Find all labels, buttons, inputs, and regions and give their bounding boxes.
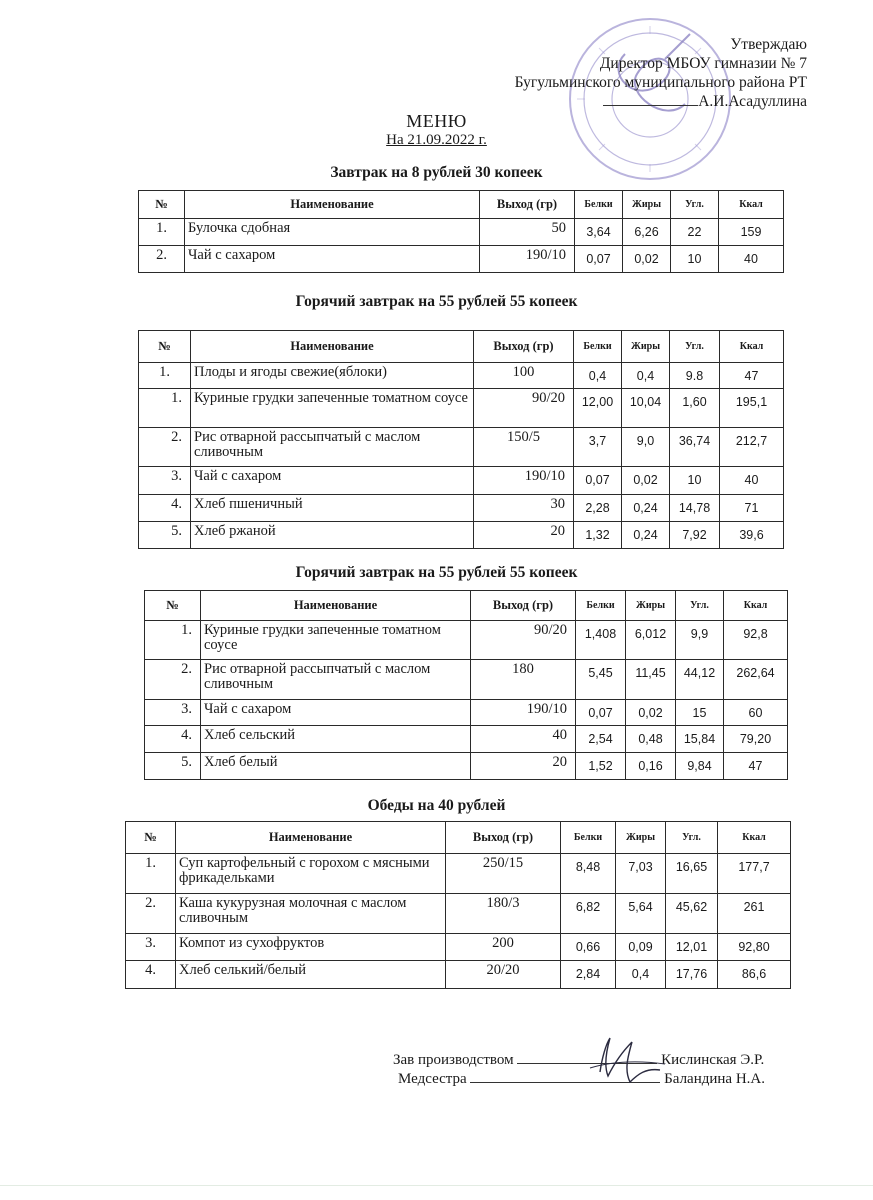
col-num: № [126,822,176,854]
row-kcal: 71 [720,495,784,522]
table-header-row [139,331,784,363]
row-kcal: 261 [718,894,791,934]
row-name: Куриные грудки запеченные томатном соусе [191,389,474,428]
row-protein: 2,28 [574,495,622,522]
table-row [139,389,784,428]
table-row [126,934,791,961]
row-output: 190/10 [480,246,575,273]
approval-line-4 [515,92,807,111]
table-header-row [145,591,788,621]
row-fat: 0,02 [623,246,671,273]
table-row [126,854,791,894]
table-row [126,894,791,934]
row-protein: 0,07 [575,246,623,273]
row-num: 3. [139,467,191,495]
section-title-1: Завтрак на 8 рублей 30 копеек [330,164,543,181]
row-num: 3. [126,934,176,961]
col-carbs: Угл. [671,191,719,219]
row-kcal: 40 [719,246,784,273]
row-output: 100 [474,363,574,389]
row-carbs: 44,12 [676,660,724,700]
col-output: Выход (гр) [480,191,575,219]
row-carbs: 22 [671,219,719,246]
menu-date: На 21.09.2022 г. [386,132,487,148]
row-output: 190/10 [474,467,574,495]
col-kcal: Ккал [718,822,791,854]
row-protein: 0,07 [576,700,626,726]
table-row [145,700,788,726]
col-carbs: Угл. [676,591,724,621]
col-kcal: Ккал [720,331,784,363]
section-title-4: Обеды на 40 рублей [367,797,506,814]
row-kcal: 40 [720,467,784,495]
row-fat: 7,03 [616,854,666,894]
row-name: Компот из сухофруктов [176,934,446,961]
row-fat: 6,012 [626,621,676,660]
row-protein: 3,7 [574,428,622,467]
col-output: Выход (гр) [474,331,574,363]
row-kcal: 47 [724,753,788,780]
row-output: 150/5 [474,428,574,467]
table-row [139,246,784,273]
row-protein: 8,48 [561,854,616,894]
approval-block [515,35,807,111]
row-protein: 1,32 [574,522,622,549]
row-kcal: 39,6 [720,522,784,549]
row-output: 90/20 [474,389,574,428]
row-output: 50 [480,219,575,246]
row-carbs: 9.8 [670,363,720,389]
row-carbs: 16,65 [666,854,718,894]
row-carbs: 7,92 [670,522,720,549]
row-fat: 11,45 [626,660,676,700]
row-protein: 6,82 [561,894,616,934]
row-carbs: 1,60 [670,389,720,428]
row-carbs: 9,9 [676,621,724,660]
row-name: Хлеб пшеничный [191,495,474,522]
row-fat: 0,09 [616,934,666,961]
row-fat: 9,0 [622,428,670,467]
col-protein: Белки [574,331,622,363]
row-num: 1. [126,854,176,894]
row-carbs: 10 [670,467,720,495]
col-carbs: Угл. [666,822,718,854]
table-row [139,467,784,495]
row-name: Каша кукурузная молочная с маслом сливочным [176,894,446,934]
menu-table-lunch [125,821,791,989]
row-output: 30 [474,495,574,522]
table-row [145,753,788,780]
row-kcal: 177,7 [718,854,791,894]
row-kcal: 60 [724,700,788,726]
col-name: Наименование [185,191,480,219]
col-kcal: Ккал [724,591,788,621]
row-protein: 1,408 [576,621,626,660]
row-name: Хлеб белый [201,753,471,780]
col-fat: Жиры [622,331,670,363]
col-name: Наименование [201,591,471,621]
nurse-name: Баландина Н.А. [664,1071,766,1087]
page-title: МЕНЮ [406,111,467,131]
table-row [139,522,784,549]
row-fat: 6,26 [623,219,671,246]
director-name: А.И.Асадуллина [698,93,807,110]
col-protein: Белки [575,191,623,219]
row-protein: 0,4 [574,363,622,389]
production-label: Зав производством [393,1052,514,1068]
section-title-2: Горячий завтрак на 55 рублей 55 копеек [295,293,578,310]
row-num: 2. [139,246,185,273]
col-fat: Жиры [626,591,676,621]
col-protein: Белки [576,591,626,621]
row-fat: 0,4 [622,363,670,389]
row-output: 250/15 [446,854,561,894]
table-header-row [139,191,784,219]
row-name: Чай с сахаром [201,700,471,726]
handwritten-signature [580,1030,670,1090]
row-fat: 0,02 [622,467,670,495]
row-kcal: 159 [719,219,784,246]
menu-table-hot-breakfast-2 [144,590,788,780]
row-num: 2. [139,428,191,467]
row-kcal: 212,7 [720,428,784,467]
row-carbs: 17,76 [666,961,718,989]
row-output: 200 [446,934,561,961]
col-name: Наименование [191,331,474,363]
row-num: 1. [139,389,191,428]
section-title-3: Горячий завтрак на 55 рублей 55 копеек [295,564,578,581]
row-name: Чай с сахаром [185,246,480,273]
row-kcal: 79,20 [724,726,788,753]
row-protein: 5,45 [576,660,626,700]
row-num: 3. [145,700,201,726]
row-fat: 0,02 [626,700,676,726]
row-output: 190/10 [471,700,576,726]
row-carbs: 15 [676,700,724,726]
table-row [139,363,784,389]
row-carbs: 9,84 [676,753,724,780]
row-fat: 0,16 [626,753,676,780]
row-kcal: 262,64 [724,660,788,700]
col-output: Выход (гр) [446,822,561,854]
row-name: Рис отварной рассыпчатый с маслом сливочным [191,428,474,467]
col-num: № [145,591,201,621]
row-fat: 0,24 [622,495,670,522]
row-kcal: 47 [720,363,784,389]
approval-line-3: Бугульминского муниципального района РТ [514,74,807,91]
row-protein: 12,00 [574,389,622,428]
row-kcal: 92,80 [718,934,791,961]
col-carbs: Угл. [670,331,720,363]
row-output: 20 [474,522,574,549]
col-fat: Жиры [623,191,671,219]
row-fat: 10,04 [622,389,670,428]
row-num: 2. [145,660,201,700]
row-num: 2. [126,894,176,934]
row-name: Чай с сахаром [191,467,474,495]
col-protein: Белки [561,822,616,854]
row-output: 40 [471,726,576,753]
page-footer-line [0,1185,873,1186]
row-carbs: 36,74 [670,428,720,467]
row-carbs: 15,84 [676,726,724,753]
production-name: Кислинская Э.Р. [661,1052,765,1068]
col-num: № [139,191,185,219]
row-output: 90/20 [471,621,576,660]
row-num: 4. [139,495,191,522]
row-protein: 2,54 [576,726,626,753]
row-num: 4. [145,726,201,753]
col-fat: Жиры [616,822,666,854]
table-header-row [126,822,791,854]
row-name: Хлеб сельский [201,726,471,753]
row-num: 5. [139,522,191,549]
row-carbs: 45,62 [666,894,718,934]
table-row [145,621,788,660]
table-row [126,961,791,989]
row-num: 1. [145,621,201,660]
row-fat: 0,48 [626,726,676,753]
row-output: 20 [471,753,576,780]
row-num: 1. [139,219,185,246]
nurse-label: Медсестра [398,1071,467,1087]
row-num: 4. [126,961,176,989]
row-name: Рис отварной рассыпчатый с маслом сливочным [201,660,471,700]
col-output: Выход (гр) [471,591,576,621]
row-name: Суп картофельный с горохом с мясными фрикадельками [176,854,446,894]
menu-table-breakfast [138,190,784,273]
row-num: 5. [145,753,201,780]
approval-line-2: Директор МБОУ гимназии № 7 [599,55,807,72]
table-row [139,428,784,467]
approval-line-1: Утверждаю [730,36,807,53]
row-protein: 0,07 [574,467,622,495]
row-fat: 0,24 [622,522,670,549]
row-num: 1. [139,363,191,389]
signature-production [393,1052,764,1069]
table-row [145,726,788,753]
row-kcal: 86,6 [718,961,791,989]
row-fat: 5,64 [616,894,666,934]
col-num: № [139,331,191,363]
row-protein: 0,66 [561,934,616,961]
row-fat: 0,4 [616,961,666,989]
table-row [145,660,788,700]
row-kcal: 195,1 [720,389,784,428]
row-name: Хлеб ржаной [191,522,474,549]
menu-table-hot-breakfast-1 [138,330,784,549]
table-row [139,219,784,246]
col-kcal: Ккал [719,191,784,219]
row-name: Куриные грудки запеченные томатном соусе [201,621,471,660]
row-name: Плоды и ягоды свежие(яблоки) [191,363,474,389]
row-carbs: 12,01 [666,934,718,961]
row-carbs: 14,78 [670,495,720,522]
table-row [139,495,784,522]
col-name: Наименование [176,822,446,854]
row-output: 180/3 [446,894,561,934]
row-kcal: 92,8 [724,621,788,660]
row-carbs: 10 [671,246,719,273]
row-output: 180 [471,660,576,700]
row-protein: 2,84 [561,961,616,989]
row-name: Булочка сдобная [185,219,480,246]
row-protein: 1,52 [576,753,626,780]
row-protein: 3,64 [575,219,623,246]
row-output: 20/20 [446,961,561,989]
row-name: Хлеб селький/белый [176,961,446,989]
